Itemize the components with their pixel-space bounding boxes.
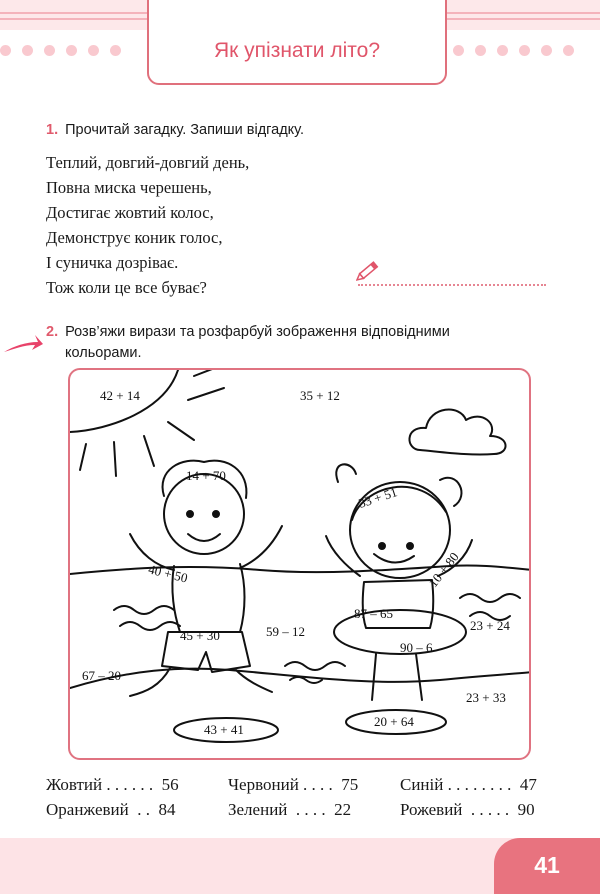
legend-column: [228, 772, 358, 822]
expression-label: 23 + 24: [470, 618, 510, 633]
decor-dots-left: [0, 45, 121, 57]
expression-label: 67 – 20: [82, 668, 121, 683]
task2-text-line2: кольорами.: [65, 345, 142, 361]
sun-ray: [188, 388, 224, 400]
expression-label: 90 – 6: [400, 640, 433, 655]
expression-label: 43 + 41: [204, 722, 244, 737]
girl-arm: [326, 536, 360, 576]
sun-ray: [114, 442, 116, 476]
riddle-line: І суничка дозріває.: [46, 253, 179, 272]
wave: [114, 606, 174, 614]
expression-label: 42 + 14: [100, 388, 140, 403]
expression-label: 35 + 12: [300, 388, 340, 403]
arrow-icon: [2, 332, 44, 356]
expression-label: 45 + 30: [180, 628, 220, 643]
task2-instruction: [46, 322, 566, 364]
girl-mouth: [374, 554, 414, 563]
task2-number: 2.: [46, 324, 59, 340]
girl-eye: [379, 543, 385, 549]
boy-eye: [213, 511, 219, 517]
wave: [120, 622, 180, 630]
girl-bun: [336, 464, 356, 482]
wave: [460, 594, 520, 602]
sea-line: [70, 565, 531, 574]
expression-label: 14 + 70: [186, 468, 226, 483]
expression-label: 20 + 64: [374, 714, 414, 729]
decor-dots-right: [453, 45, 574, 57]
boy-eye: [187, 511, 193, 517]
cloud: [409, 410, 505, 455]
sun-ray: [168, 422, 194, 440]
riddle-line: Повна миска черешень,: [46, 178, 212, 197]
title-box: [147, 0, 447, 85]
sun-ray: [144, 436, 154, 466]
task1-instruction: [46, 122, 304, 138]
riddle: [46, 150, 249, 300]
pencil-icon: [356, 256, 384, 282]
coloring-picture: [68, 368, 531, 760]
coloring-drawing: [70, 370, 531, 760]
legend-item: Червоний . . . . 75: [228, 775, 359, 794]
expression-label: 23 + 33: [466, 690, 506, 705]
legend-column: [400, 772, 537, 822]
expression-label: 10 + 80: [425, 549, 462, 591]
task2-text-line1: Розв’яжи вирази та розфарбуй зображення відповідними: [65, 324, 450, 340]
riddle-line: Демонструє коник голос,: [46, 228, 223, 247]
legend-column: [46, 772, 179, 822]
expression-label: 40 + 50: [146, 561, 190, 586]
boy-mouth: [188, 534, 220, 541]
legend-item: Синій . . . . . . . . 47: [400, 775, 537, 794]
girl-leg: [416, 654, 422, 700]
girl-eye: [407, 543, 413, 549]
boy-arm: [240, 526, 282, 568]
legend-item: Зелений . . . . 22: [228, 800, 352, 819]
riddle-line: Достигає жовтий колос,: [46, 203, 214, 222]
expression-label: 59 – 12: [266, 624, 305, 639]
task1-text: Прочитай загадку. Запиши відгадку.: [65, 122, 304, 138]
expression-label: 33 + 51: [356, 484, 400, 511]
answer-line[interactable]: [358, 284, 546, 286]
legend-item: Оранжевий . . 84: [46, 800, 176, 819]
wave: [285, 662, 345, 670]
legend-item: Рожевий . . . . . 90: [400, 800, 535, 819]
sun-ray: [194, 370, 220, 376]
page-title: Як упізнати літо?: [213, 39, 380, 62]
riddle-line: Теплий, довгий-довгий день,: [46, 153, 250, 172]
girl-leg: [372, 654, 376, 700]
task1-number: 1.: [46, 122, 59, 138]
page-number-tab: [494, 838, 600, 894]
legend-item: Жовтий . . . . . . 56: [46, 775, 179, 794]
girl-bun: [440, 478, 461, 506]
expression-label: 87 – 65: [354, 606, 393, 621]
sun-ray: [80, 444, 86, 470]
riddle-line: Тож коли це все буває?: [46, 278, 207, 297]
page-number: 41: [534, 852, 560, 878]
